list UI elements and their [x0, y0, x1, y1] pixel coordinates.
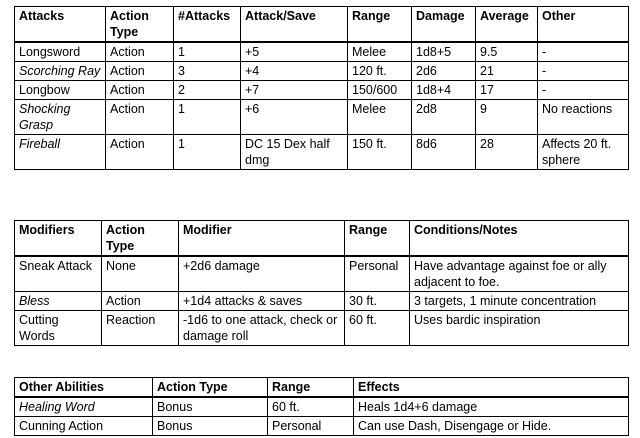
- attacks-header-range: Range: [348, 7, 412, 43]
- modifier-name: Cutting Words: [15, 311, 102, 346]
- ability-name: Healing Word: [15, 397, 153, 417]
- attack-other: -: [538, 42, 629, 62]
- table-row: [15, 100, 629, 135]
- attack-range: Melee: [348, 100, 412, 135]
- modifier-notes: 3 targets, 1 minute concentration: [410, 292, 629, 311]
- attacks-header-count: #Attacks: [174, 7, 241, 43]
- table-row: [15, 311, 629, 346]
- modifiers-header-modifier: Modifier: [179, 221, 345, 257]
- modifiers-table: [14, 220, 629, 346]
- abilities-header-name: Other Abilities: [15, 378, 153, 398]
- attacks-header-damage: Damage: [412, 7, 476, 43]
- attacks-header-row: [15, 7, 629, 43]
- attack-name: Longsword: [15, 42, 106, 62]
- table-row: [15, 81, 629, 100]
- modifier-notes: Uses bardic inspiration: [410, 311, 629, 346]
- modifier-range: 60 ft.: [345, 311, 410, 346]
- modifier-effect: +2d6 damage: [179, 256, 345, 292]
- attacks-header-action-type: Action Type: [106, 7, 174, 43]
- attack-bonus: +4: [241, 62, 348, 81]
- modifier-effect: +1d4 attacks & saves: [179, 292, 345, 311]
- modifiers-header-name: Modifiers: [15, 221, 102, 257]
- modifiers-header-action-type: Action Type: [102, 221, 179, 257]
- attack-bonus: DC 15 Dex half dmg: [241, 135, 348, 170]
- table-row: [15, 256, 629, 292]
- attacks-header-other: Other: [538, 7, 629, 43]
- attacks-header-name: Attacks: [15, 7, 106, 43]
- attack-average: 28: [476, 135, 538, 170]
- attacks-header-average: Average: [476, 7, 538, 43]
- attack-damage: 2d8: [412, 100, 476, 135]
- attack-other: No reactions: [538, 100, 629, 135]
- table-row: [15, 292, 629, 311]
- attack-bonus: +7: [241, 81, 348, 100]
- attack-action-type: Action: [106, 135, 174, 170]
- abilities-header-effects: Effects: [354, 378, 629, 398]
- modifier-name: Sneak Attack: [15, 256, 102, 292]
- attack-average: 21: [476, 62, 538, 81]
- attack-other: Affects 20 ft. sphere: [538, 135, 629, 170]
- ability-effects: Heals 1d4+6 damage: [354, 397, 629, 417]
- attack-count: 1: [174, 135, 241, 170]
- attack-average: 9: [476, 100, 538, 135]
- table-row: [15, 42, 629, 62]
- attacks-header-attack-save: Attack/Save: [241, 7, 348, 43]
- ability-range: Personal: [268, 417, 354, 436]
- abilities-header-range: Range: [268, 378, 354, 398]
- modifier-range: Personal: [345, 256, 410, 292]
- attack-count: 1: [174, 42, 241, 62]
- attack-damage: 1d8+4: [412, 81, 476, 100]
- attack-action-type: Action: [106, 62, 174, 81]
- attack-range: Melee: [348, 42, 412, 62]
- attack-action-type: Action: [106, 42, 174, 62]
- ability-effects: Can use Dash, Disengage or Hide.: [354, 417, 629, 436]
- attack-damage: 8d6: [412, 135, 476, 170]
- modifiers-header-row: [15, 221, 629, 257]
- attack-bonus: +6: [241, 100, 348, 135]
- modifier-range: 30 ft.: [345, 292, 410, 311]
- modifier-action-type: Reaction: [102, 311, 179, 346]
- ability-range: 60 ft.: [268, 397, 354, 417]
- abilities-header-row: [15, 378, 629, 398]
- attack-name: Scorching Ray: [15, 62, 106, 81]
- attack-count: 3: [174, 62, 241, 81]
- modifier-name: Bless: [15, 292, 102, 311]
- attack-damage: 1d8+5: [412, 42, 476, 62]
- table-row: [15, 417, 629, 436]
- modifier-action-type: Action: [102, 292, 179, 311]
- attack-action-type: Action: [106, 100, 174, 135]
- attack-range: 150 ft.: [348, 135, 412, 170]
- attack-action-type: Action: [106, 81, 174, 100]
- modifier-effect: -1d6 to one attack, check or damage roll: [179, 311, 345, 346]
- attack-name: Longbow: [15, 81, 106, 100]
- attack-bonus: +5: [241, 42, 348, 62]
- attack-range: 150/600: [348, 81, 412, 100]
- modifier-action-type: None: [102, 256, 179, 292]
- modifiers-header-range: Range: [345, 221, 410, 257]
- attacks-table: [14, 6, 629, 170]
- attack-average: 9.5: [476, 42, 538, 62]
- attack-other: -: [538, 62, 629, 81]
- ability-action-type: Bonus: [153, 417, 268, 436]
- modifier-notes: Have advantage against foe or ally adjacent to foe.: [410, 256, 629, 292]
- attack-damage: 2d6: [412, 62, 476, 81]
- modifiers-header-notes: Conditions/Notes: [410, 221, 629, 257]
- attack-range: 120 ft.: [348, 62, 412, 81]
- attack-count: 1: [174, 100, 241, 135]
- ability-action-type: Bonus: [153, 397, 268, 417]
- abilities-header-action-type: Action Type: [153, 378, 268, 398]
- other-abilities-table: [14, 377, 629, 436]
- table-row: [15, 62, 629, 81]
- attack-name: Shocking Grasp: [15, 100, 106, 135]
- table-row: [15, 397, 629, 417]
- attack-name: Fireball: [15, 135, 106, 170]
- attack-count: 2: [174, 81, 241, 100]
- attack-average: 17: [476, 81, 538, 100]
- ability-name: Cunning Action: [15, 417, 153, 436]
- table-row: [15, 135, 629, 170]
- attack-other: -: [538, 81, 629, 100]
